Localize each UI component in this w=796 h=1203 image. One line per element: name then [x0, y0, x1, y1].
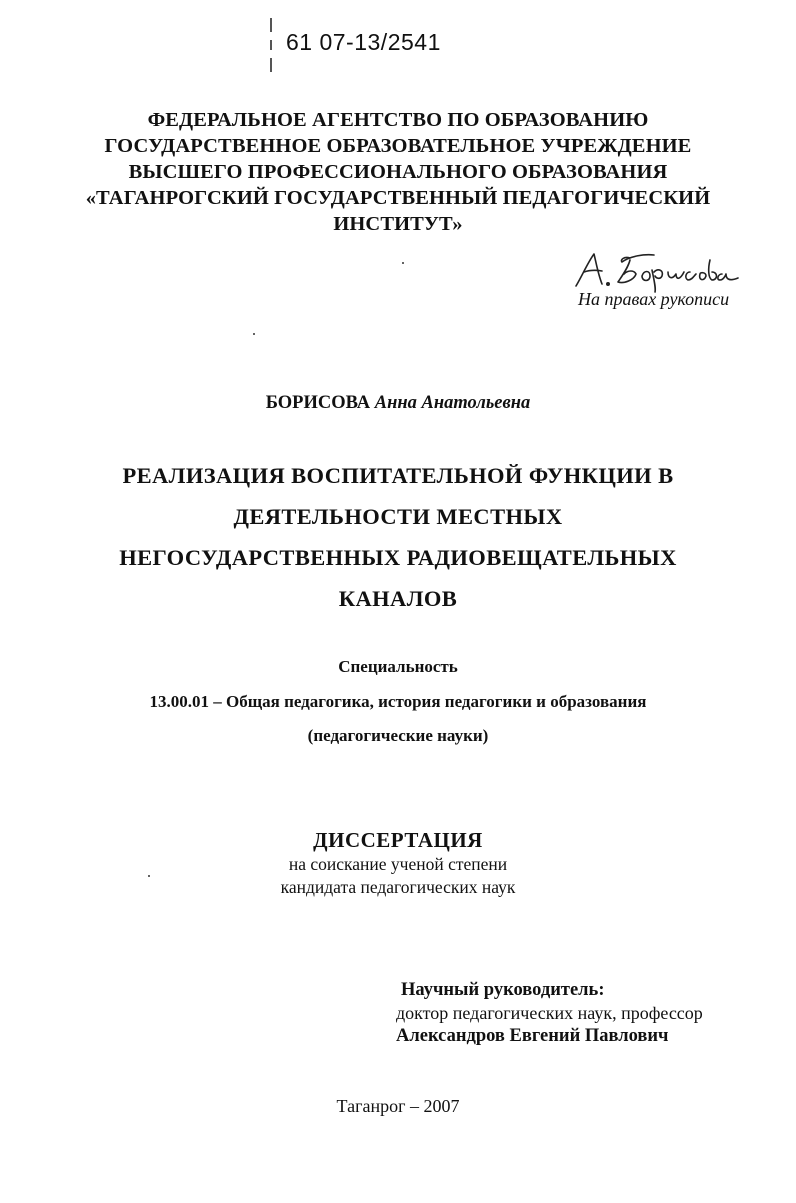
signature-icon: [572, 246, 742, 294]
advisor-label: Научный руководитель:: [401, 980, 605, 1000]
header-line-education: ВЫСШЕГО ПРОФЕССИОНАЛЬНОГО ОБРАЗОВАНИЯ: [128, 161, 668, 183]
dissertation-degree-line: на соискание ученой степени: [288, 854, 508, 874]
header-line-institution: ГОСУДАРСТВЕННОЕ ОБРАЗОВАТЕЛЬНОЕ УЧРЕЖДЕНИЕ: [104, 135, 692, 157]
dissertation-heading: ДИССЕРТАЦИЯ: [313, 828, 483, 852]
thesis-title-line: НЕГОСУДАРСТВЕННЫХ РАДИОВЕЩАТЕЛЬНЫХ: [119, 545, 677, 570]
advisor-name: Александров Евгений Павлович: [396, 1026, 669, 1046]
header-line-name: «ТАГАНРОГСКИЙ ГОСУДАРСТВЕННЫЙ ПЕДАГОГИЧЕСКИЙ: [85, 187, 711, 209]
scan-speck: [253, 333, 255, 335]
author-given-name: Анна Анатольевна: [374, 393, 531, 413]
thesis-title-line: КАНАЛОВ: [338, 586, 458, 611]
scan-speck: [402, 262, 404, 264]
thesis-title-line: ДЕЯТЕЛЬНОСТИ МЕСТНЫХ: [233, 504, 563, 529]
header-line-name-end: ИНСТИТУТ»: [333, 213, 463, 235]
author-name: [0, 393, 796, 414]
dissertation-degree-line: кандидата педагогических наук: [280, 877, 516, 897]
scan-mark: [270, 18, 272, 32]
city-year: Таганрог – 2007: [336, 1096, 460, 1116]
scan-mark: [270, 40, 272, 50]
header-line-agency: ФЕДЕРАЛЬНОЕ АГЕНТСТВО ПО ОБРАЗОВАНИЮ: [147, 109, 649, 131]
archive-stamp-number: 61 07-13/2541: [286, 29, 441, 55]
specialty-field: (педагогические науки): [307, 726, 489, 745]
thesis-title-line: РЕАЛИЗАЦИЯ ВОСПИТАТЕЛЬНОЙ ФУНКЦИИ В: [122, 463, 674, 488]
advisor-degree: доктор педагогических наук, профессор: [396, 1003, 703, 1023]
author-surname: БОРИСОВА: [265, 393, 371, 413]
specialty-code: 13.00.01 – Общая педагогика, история педагогики и образования: [149, 692, 647, 711]
specialty-label: Специальность: [338, 657, 458, 676]
scan-mark: [270, 58, 272, 72]
manuscript-note: На правах рукописи: [578, 289, 730, 309]
